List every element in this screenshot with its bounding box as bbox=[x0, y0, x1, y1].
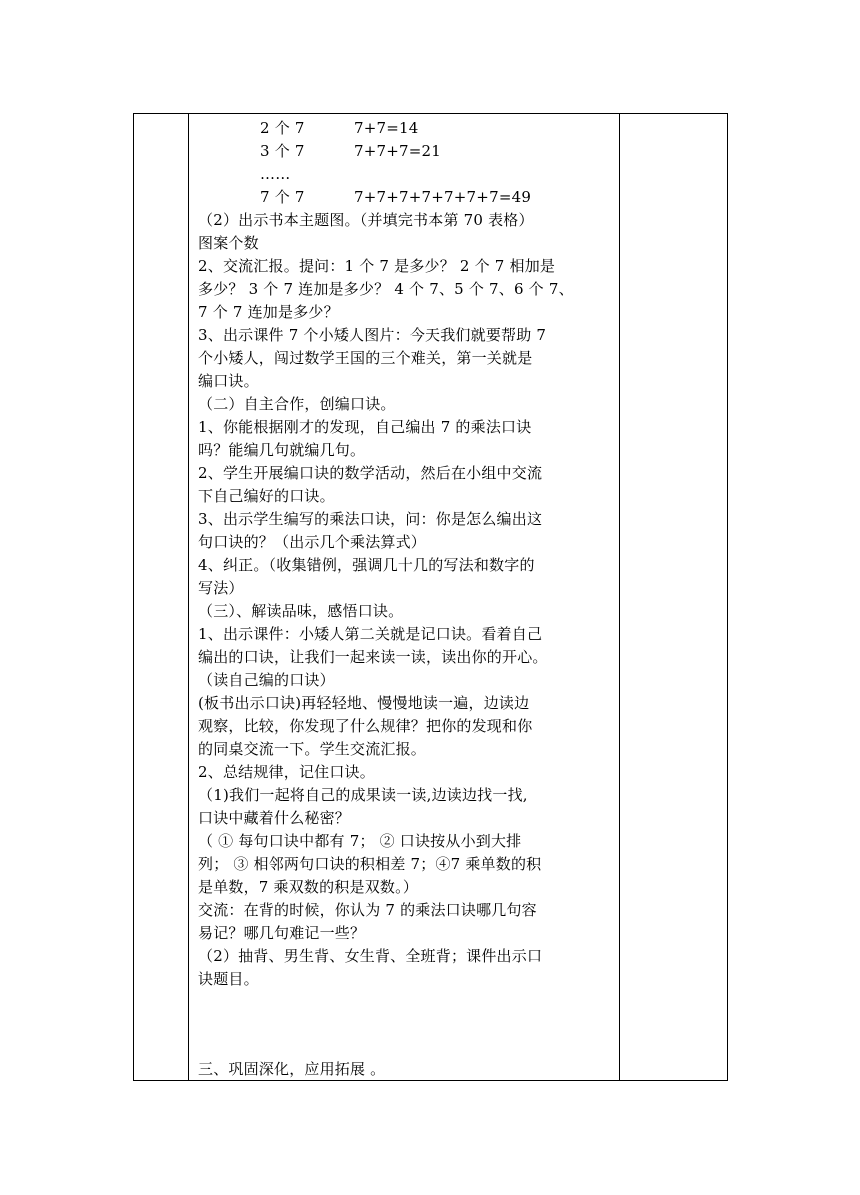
text-line: 吗？能编几句就编几句。 bbox=[198, 441, 366, 459]
equation-line-2 bbox=[260, 141, 441, 161]
equation-value: 7+7+7+7+7+7+7=49 bbox=[354, 188, 532, 206]
text-line: 多少？ 3 个 7 连加是多少？ 4 个 7、5 个 7、6 个 7、 bbox=[198, 280, 574, 298]
text-line: 下自己编好的口诀。 bbox=[198, 487, 335, 505]
text-line: （ ① 每句口诀中都有 7； ② 口诀按从小到大排 bbox=[198, 832, 522, 850]
text-line: 交流：在背的时候，你认为 7 的乘法口诀哪几句容 bbox=[198, 901, 537, 919]
text-line: 1、出示课件：小矮人第二关就是记口诀。看着自己 bbox=[198, 625, 543, 643]
text-line: 编口诀。 bbox=[198, 372, 259, 390]
section-heading: （二）自主合作，创编口诀。 bbox=[198, 395, 396, 413]
equation-ellipsis bbox=[260, 164, 354, 184]
text-line: 1、你能根据刚才的发现，自己编出 7 的乘法口诀 bbox=[198, 418, 532, 436]
equation-line-3 bbox=[260, 187, 531, 207]
text-line: 诀题目。 bbox=[198, 970, 259, 988]
text-line: 口诀中藏着什么秘密？ bbox=[198, 809, 351, 827]
table-left-column bbox=[134, 114, 189, 1080]
lesson-table bbox=[133, 113, 728, 1081]
text-line: 图案个数 bbox=[198, 234, 259, 252]
text-line: 列； ③ 相邻两句口诀的积相差 7；④7 乘单数的积 bbox=[198, 855, 542, 873]
text-line: 是单数，7 乘双数的积是双数。） bbox=[198, 878, 419, 896]
section-heading: 三、巩固深化，应用拓展 。 bbox=[198, 1060, 386, 1078]
equation-value: 7+7=14 bbox=[354, 119, 419, 137]
section-heading: （三）、解读品味，感悟口诀。 bbox=[198, 602, 404, 620]
text-line: 2、交流汇报。提问：1 个 7 是多少？ 2 个 7 相加是 bbox=[198, 257, 556, 275]
text-line: 写法） bbox=[198, 579, 244, 597]
equation-label: 2 个 7 bbox=[260, 119, 305, 137]
text-line: 2、学生开展编口诀的数学活动，然后在小组中交流 bbox=[198, 464, 543, 482]
equation-value: 7+7+7=21 bbox=[354, 142, 442, 160]
text-line: （1)我们一起将自己的成果读一读,边读边找一找, bbox=[198, 786, 528, 804]
text-line: 句口诀的？（出示几个乘法算式） bbox=[198, 533, 427, 551]
equation-label: 3 个 7 bbox=[260, 142, 305, 160]
text-line: 4、纠正。（收集错例，强调几十几的写法和数字的 bbox=[198, 556, 535, 574]
text-line: 编出的口诀，让我们一起来读一读，读出你的开心。 bbox=[198, 648, 548, 666]
text-line: 2、总结规律，记住口诀。 bbox=[198, 763, 375, 781]
equation-label: 7 个 7 bbox=[260, 188, 305, 206]
equation-line-1 bbox=[260, 118, 419, 138]
text-line: （2）出示书本主题图。（并填完书本第 70 表格） bbox=[198, 211, 534, 229]
text-line: 3、出示课件 7 个小矮人图片：今天我们就要帮助 7 bbox=[198, 326, 547, 344]
text-line: 个小矮人，闯过数学王国的三个难关，第一关就是 bbox=[198, 349, 533, 367]
text-line: （2）抽背、男生背、女生背、全班背；课件出示口 bbox=[198, 947, 543, 965]
text-line: 3、出示学生编写的乘法口诀，问：你是怎么编出这 bbox=[198, 510, 543, 528]
text-line: (板书出示口诀)再轻轻地、慢慢地读一遍，边读边 bbox=[198, 694, 530, 712]
table-right-column bbox=[620, 114, 727, 1080]
ellipsis-text: …… bbox=[260, 165, 291, 183]
text-line: 观察，比较，你发现了什么规律？把你的发现和你 bbox=[198, 717, 533, 735]
text-line: 的同桌交流一下。学生交流汇报。 bbox=[198, 740, 427, 758]
table-content-column bbox=[189, 114, 620, 1080]
text-line: （读自己编的口诀） bbox=[198, 671, 335, 689]
text-line: 7 个 7 连加是多少？ bbox=[198, 303, 339, 321]
text-line: 易记？哪几句难记一些？ bbox=[198, 924, 366, 942]
